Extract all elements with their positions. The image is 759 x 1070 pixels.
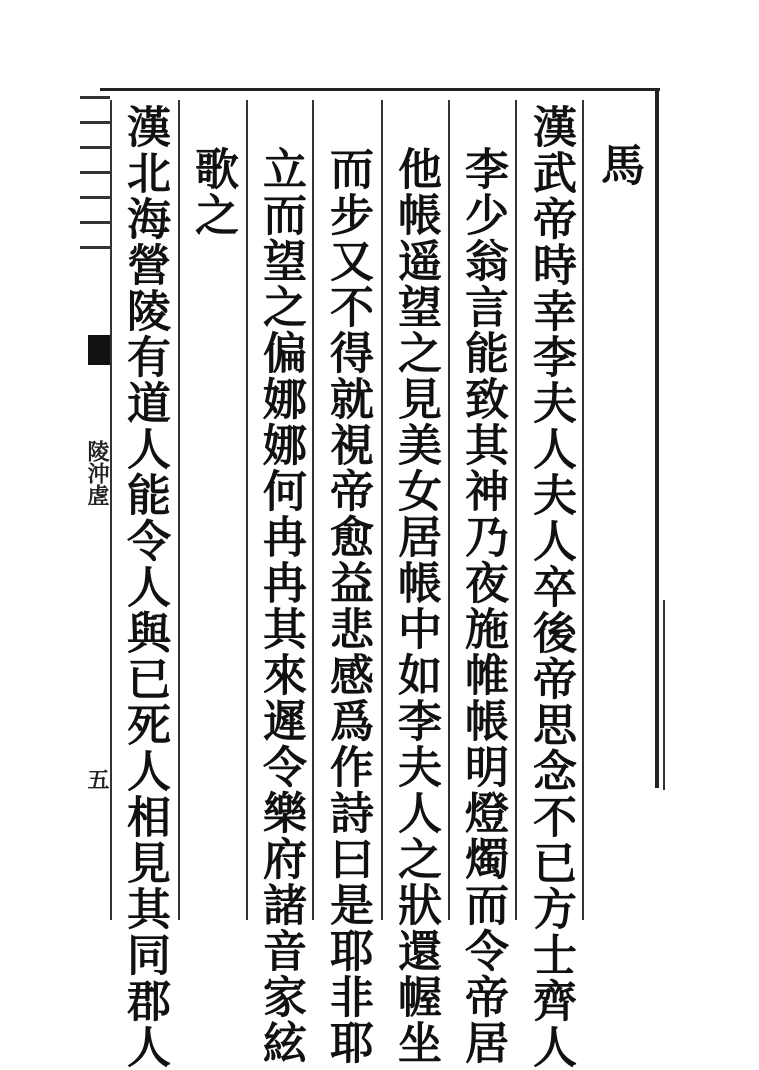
column-rule — [381, 100, 383, 920]
text-column-1: 馬 — [593, 142, 644, 188]
frame-right-inner-rule — [663, 600, 665, 790]
column-rule — [312, 100, 314, 920]
text-column-5: 而步又不得就視帝愈益悲感爲作詩曰是耶非耶 — [322, 146, 373, 1066]
text-column-8: 漢北海營陵有道人能令人與已死人相見其同郡人 — [119, 104, 170, 1070]
column-rule — [110, 100, 112, 920]
margin-fishtail-mark — [88, 335, 110, 365]
text-column-6: 立而望之偏娜娜何冉冉其來遲令樂府諸音家絃 — [255, 146, 306, 1066]
column-rule — [582, 100, 584, 920]
text-column-4: 他帳遥望之見美女居帳中如李夫人之狀還幄坐 — [390, 146, 441, 1066]
column-rule — [178, 100, 180, 920]
text-column-3: 李少翁言能致其神乃夜施帷帳明燈燭而令帝居 — [457, 146, 508, 1066]
margin-title-marks — [80, 96, 110, 316]
frame-right-rule — [655, 88, 659, 788]
column-rule — [246, 100, 248, 920]
text-column-2: 漢武帝時幸李夫人夫人卒後帝思念不已方士齊人 — [525, 104, 576, 1070]
frame-top-rule — [100, 88, 660, 91]
column-rule — [515, 100, 517, 920]
column-rule — [448, 100, 450, 920]
margin-section-title: 陵沖虗 — [84, 440, 110, 506]
margin-page-number: 五 — [84, 768, 110, 790]
text-column-7: 歌之 — [187, 146, 238, 238]
